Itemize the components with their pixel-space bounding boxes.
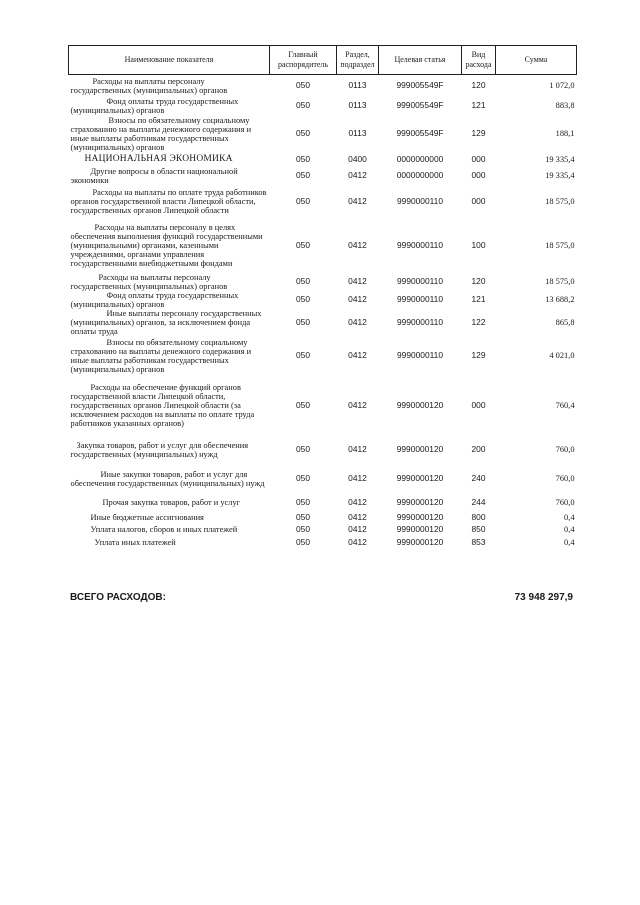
row-expense-type: 000 bbox=[471, 170, 486, 180]
row-sum: 18 575,0 bbox=[545, 197, 575, 206]
row-main-manager: 050 bbox=[296, 294, 310, 304]
row-name: Расходы на выплаты персоналу государственных (муниципальных) органов bbox=[70, 272, 228, 291]
row-target: 9990000110 bbox=[397, 350, 443, 360]
row-name: Взносы по обязательному социальному страхованию на выплаты денежного содержания и иные выплаты работникам государственных (муниципальных) органов bbox=[70, 337, 252, 374]
row-main-manager: 050 bbox=[296, 350, 310, 360]
header-expense-type: Вид расхода bbox=[462, 46, 496, 75]
row-name: Расходы на выплаты по оплате труда работников органов государственной власти Липецкой области, государственных органов Липецкой области bbox=[70, 188, 267, 215]
row-target: 9990000110 bbox=[397, 276, 443, 286]
table-row bbox=[69, 524, 577, 536]
row-sum: 19 335,4 bbox=[545, 155, 575, 164]
row-section: 0412 bbox=[348, 240, 367, 250]
row-name: Уплата налогов, сборов и иных платежей bbox=[90, 525, 238, 534]
row-name: Расходы на выплаты персоналу государственных (муниципальных) органов bbox=[70, 76, 228, 95]
row-main-manager: 050 bbox=[296, 276, 310, 286]
row-expense-type: 000 bbox=[471, 400, 486, 410]
table-row bbox=[69, 153, 577, 167]
row-section: 0412 bbox=[348, 276, 367, 286]
row-name: Расходы на выплаты персоналу в целях обеспечения выполнения функций государственными (муниципальными) органами, казенными учреждениями, органами управления государственными внебюджетными фондами bbox=[70, 223, 263, 268]
row-target: 9990000110 bbox=[397, 316, 443, 327]
table-header-row bbox=[69, 46, 577, 75]
row-sum: 760,0 bbox=[555, 445, 575, 454]
table-row bbox=[69, 185, 577, 219]
row-section: 0412 bbox=[348, 537, 367, 547]
row-sum: 19 335,4 bbox=[545, 171, 575, 180]
row-target: 0000000000 bbox=[396, 154, 444, 164]
table-row bbox=[69, 167, 577, 185]
row-expense-type: 850 bbox=[471, 524, 486, 534]
row-sum: 865,8 bbox=[555, 317, 575, 327]
table-row bbox=[69, 376, 577, 436]
table-row bbox=[69, 464, 577, 494]
row-sum: 760,0 bbox=[555, 474, 575, 483]
row-target: 9990000120 bbox=[396, 400, 444, 410]
row-expense-type: 000 bbox=[471, 154, 486, 164]
row-sum: 1 072,0 bbox=[549, 81, 575, 91]
row-section: 0412 bbox=[348, 400, 367, 410]
row-target: 999005549F bbox=[396, 128, 444, 138]
row-section: 0412 bbox=[348, 512, 367, 522]
row-section: 0412 bbox=[348, 316, 367, 327]
row-sum: 0,4 bbox=[564, 538, 575, 547]
row-main-manager: 050 bbox=[296, 524, 310, 534]
row-target: 9990000120 bbox=[396, 473, 444, 483]
row-sum: 883,8 bbox=[555, 101, 575, 110]
row-expense-type: 244 bbox=[471, 497, 486, 507]
row-target: 9990000120 bbox=[396, 497, 444, 507]
row-sum: 760,0 bbox=[555, 498, 575, 507]
table-row bbox=[69, 273, 577, 291]
row-target: 999005549F bbox=[396, 100, 444, 110]
header-section: Раздел, подраздел bbox=[337, 46, 379, 75]
table-row bbox=[69, 291, 577, 309]
row-sum: 4 021,0 bbox=[549, 351, 575, 360]
row-expense-type: 853 bbox=[471, 537, 486, 547]
row-target: 9990000120 bbox=[396, 512, 444, 522]
row-sum: 760,4 bbox=[555, 401, 575, 410]
row-main-manager: 050 bbox=[296, 154, 310, 164]
row-expense-type: 121 bbox=[471, 100, 486, 110]
header-main-manager: Главный распорядитель bbox=[270, 46, 337, 75]
table-row bbox=[69, 115, 577, 153]
row-expense-type: 100 bbox=[471, 240, 486, 250]
row-name: Прочая закупка товаров, работ и услуг bbox=[102, 498, 241, 507]
row-sum: 188,1 bbox=[555, 129, 575, 138]
row-sum: 18 575,0 bbox=[545, 241, 575, 250]
table-row bbox=[69, 75, 577, 97]
row-target: 0000000000 bbox=[396, 170, 444, 180]
row-expense-type: 800 bbox=[471, 512, 486, 522]
row-expense-type: 122 bbox=[471, 316, 486, 327]
row-sum: 13 688,2 bbox=[545, 295, 575, 304]
row-name: Фонд оплаты труда государственных (муниципальных) органов bbox=[70, 96, 239, 115]
row-target: 9990000110 bbox=[397, 240, 443, 250]
table-row bbox=[69, 219, 577, 273]
row-sum: 0,4 bbox=[564, 525, 575, 534]
row-target: 999005549F bbox=[396, 80, 444, 91]
row-expense-type: 120 bbox=[471, 276, 486, 286]
row-section: 0412 bbox=[348, 497, 367, 507]
row-section: 0113 bbox=[348, 80, 367, 91]
row-expense-type: 240 bbox=[471, 473, 486, 483]
row-sum: 18 575,0 bbox=[545, 277, 575, 286]
row-expense-type: 121 bbox=[471, 294, 486, 304]
expenses-table bbox=[68, 45, 577, 550]
row-main-manager: 050 bbox=[296, 196, 310, 206]
row-target: 9990000120 bbox=[396, 537, 444, 547]
row-sum: 0,4 bbox=[564, 513, 575, 522]
table-row bbox=[69, 336, 577, 376]
row-section: 0412 bbox=[348, 524, 367, 534]
table-row bbox=[69, 97, 577, 115]
header-name: Наименование показателя bbox=[69, 46, 270, 75]
row-expense-type: 200 bbox=[471, 444, 486, 454]
row-expense-type: 120 bbox=[471, 80, 486, 91]
row-expense-type: 000 bbox=[471, 196, 486, 206]
table-body bbox=[69, 75, 577, 550]
row-name: Взносы по обязательному социальному страхованию на выплаты денежного содержания и иные выплаты работникам государственных (муниципальных) органов bbox=[70, 115, 252, 152]
row-main-manager: 050 bbox=[296, 240, 310, 250]
row-name: Иные выплаты персоналу государственных (муниципальных) органов, за исключением фонда оплаты труда bbox=[70, 308, 262, 336]
row-name: Фонд оплаты труда государственных (муниципальных) органов bbox=[70, 290, 239, 309]
table-row bbox=[69, 436, 577, 464]
row-target: 9990000120 bbox=[396, 524, 444, 534]
row-main-manager: 050 bbox=[296, 100, 310, 110]
row-name: Другие вопросы в области национальной экономики bbox=[70, 166, 238, 185]
row-name: Уплата иных платежей bbox=[94, 538, 176, 547]
row-name: Закупка товаров, работ и услуг для обеспечения государственных (муниципальных) нужд bbox=[70, 440, 249, 459]
row-target: 9990000110 bbox=[397, 196, 443, 206]
row-name: Иные закупки товаров, работ и услуг для обеспечения государственных (муниципальных) нужд bbox=[70, 469, 265, 488]
row-main-manager: 050 bbox=[296, 537, 310, 547]
row-expense-type: 129 bbox=[471, 128, 486, 138]
row-target: 9990000120 bbox=[396, 444, 444, 454]
row-main-manager: 050 bbox=[296, 400, 310, 410]
total-value: 73 948 297,9 bbox=[514, 592, 573, 603]
total-label: ВСЕГО РАСХОДОВ: bbox=[70, 592, 166, 603]
row-main-manager: 050 bbox=[296, 80, 310, 91]
row-main-manager: 050 bbox=[296, 473, 310, 483]
row-section: 0412 bbox=[348, 444, 367, 454]
row-main-manager: 050 bbox=[296, 497, 310, 507]
row-main-manager: 050 bbox=[296, 444, 310, 454]
row-name: НАЦИОНАЛЬНАЯ ЭКОНОМИКА bbox=[84, 154, 233, 164]
row-section: 0113 bbox=[348, 128, 367, 138]
row-main-manager: 050 bbox=[296, 128, 310, 138]
row-target: 9990000110 bbox=[397, 294, 443, 304]
table-row bbox=[69, 494, 577, 512]
header-target: Целевая статья bbox=[379, 46, 462, 75]
row-main-manager: 050 bbox=[296, 170, 310, 180]
row-name: Иные бюджетные ассигнования bbox=[90, 513, 204, 522]
row-name: Расходы на обеспечение функций органов государственной власти Липецкой области, государственных органов Липецкой области (за исключением расходов на выплаты по оплате труда работников указанных органов) bbox=[70, 383, 255, 428]
row-section: 0113 bbox=[348, 100, 367, 110]
row-section: 0412 bbox=[348, 473, 367, 483]
row-expense-type: 129 bbox=[471, 350, 486, 360]
row-main-manager: 050 bbox=[296, 512, 310, 522]
header-sum: Сумма bbox=[496, 46, 577, 75]
row-section: 0412 bbox=[348, 170, 367, 180]
row-section: 0400 bbox=[348, 154, 367, 164]
table-row bbox=[69, 512, 577, 524]
row-section: 0412 bbox=[348, 350, 367, 360]
row-section: 0412 bbox=[348, 196, 367, 206]
row-section: 0412 bbox=[348, 294, 367, 304]
table-row bbox=[69, 536, 577, 550]
row-main-manager: 050 bbox=[296, 316, 310, 327]
table-row bbox=[69, 309, 577, 336]
